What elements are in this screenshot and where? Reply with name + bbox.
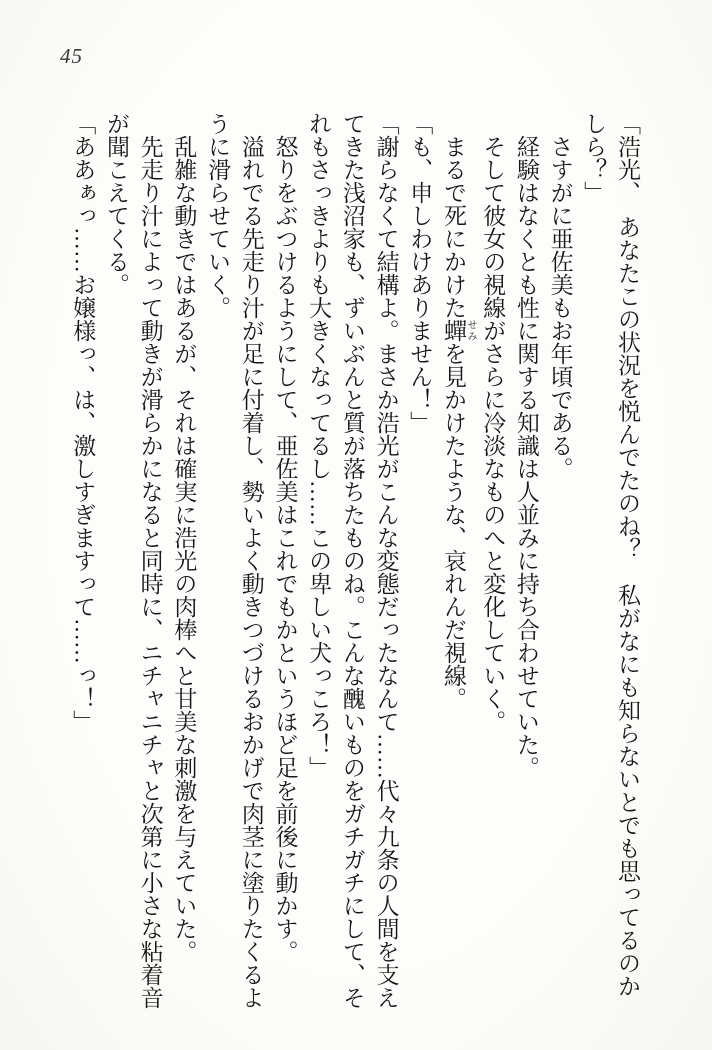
paragraph-narrative: 乱雑な動きではあるが、それは確実に浩光の肉棒へと甘美な刺激を与えていた。 [171,112,197,963]
paragraph-dialogue: 「浩光、 あなたこの状況を悦んでたのね？ 私がなにも知らないとでも思ってるのかしら？」 [581,112,640,998]
ruby-word [440,319,476,342]
paragraph-narrative: 溢れでる先走り汁が足に付着し、勢いよく動きつづけるおかげで肉茎に塗りたくるように滑らせていく。 [205,112,264,1009]
paragraph-dialogue: 「ああぁっ……お嬢様っ、は、激しすぎますって……っ！」 [70,112,96,733]
paragraph-narrative: 先走り汁によって動きが滑らかになると同時に、ニチャニチャと次第に小さな粘着音が聞こえてくる。 [103,112,163,1009]
paragraph-narrative: 経験はなくとも性に関する知識は人並みに持ち合わせていた。 [513,112,539,779]
page-number: 45 [60,44,83,68]
body-text [66,112,644,1012]
paragraph-dialogue: 「謝らなくて結構よ。まさか浩光がこんな変態だったなんて……代々九条の人間を支えてきた浅沼家も、ずいぶんと質が落ちたものね。こんな醜いものをガチガチにして、それもさっきよりも大きくなってるし……この卑しい犬っころ！」 [306,112,399,1009]
paragraph-text-before-ruby: まるで死にかけた [440,112,466,319]
paragraph-narrative: 怒りをぶつけるようにして、亜佐美はこれでもかというほど足を前後に動かす。 [272,112,298,963]
furigana-label: せみ [464,319,476,342]
ruby-base-kanji: 蟬 [440,319,466,342]
paragraph-text-after-ruby: を見かけたような、哀れんだ視線。 [440,342,466,710]
paragraph-narrative: そして彼女の視線がさらに冷淡なものへと変化していく。 [480,112,506,733]
paragraph-dialogue: 「も、申しわけありません！」 [407,112,433,434]
paragraph-narrative-with-furigana [436,112,475,1012]
paragraph-narrative: さすがに亜佐美もお年頃である。 [547,112,573,480]
